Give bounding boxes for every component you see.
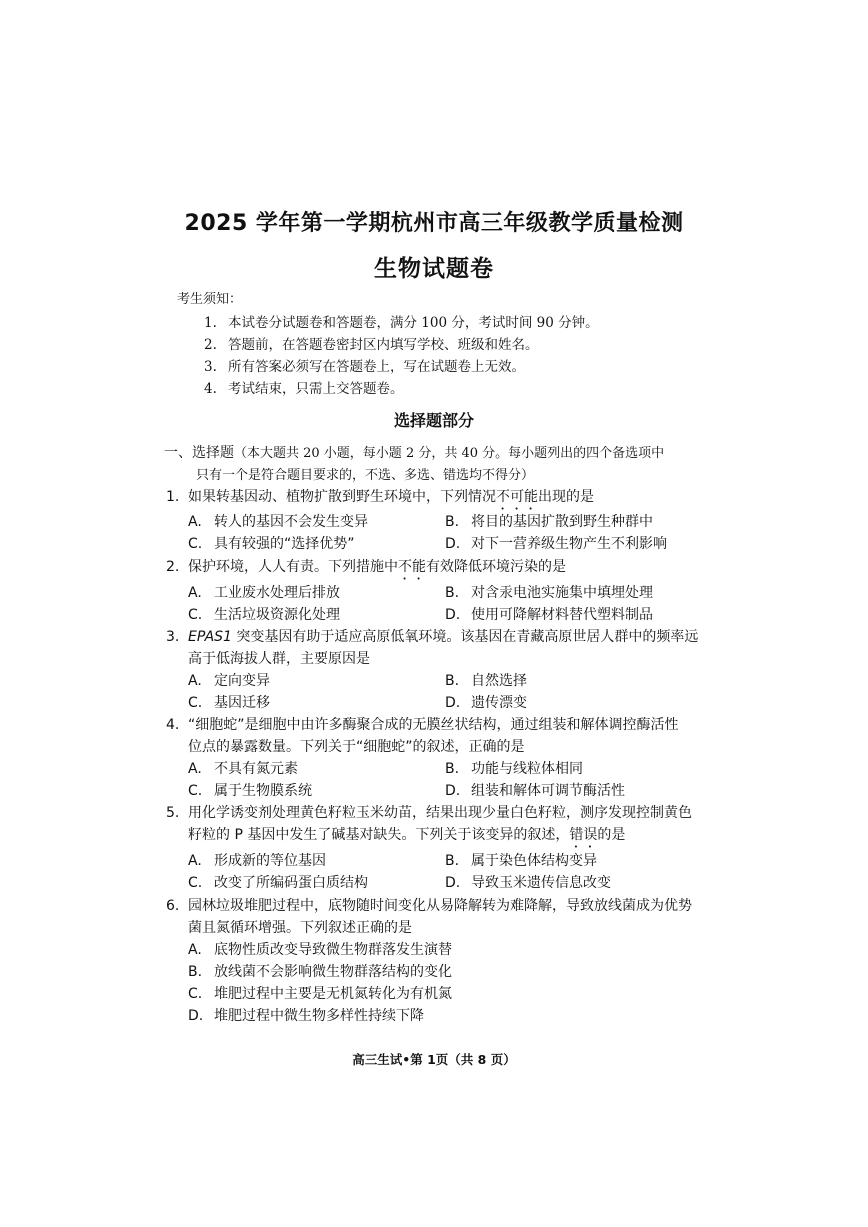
question-1-option-a [188,511,368,531]
option-text: 转人的基因不会发生变异 [214,514,368,530]
option-label: A. [188,942,202,958]
question-2-option-d [445,604,653,624]
option-text: 放线菌不会影响微生物群落结构的变化 [214,964,452,980]
question-3-option-d [445,692,527,712]
option-label: C. [188,783,203,799]
option-text: 自然选择 [471,673,527,689]
option-label: D. [445,875,461,891]
question-5-option-c [188,872,368,892]
option-text: 底物性质改变导致微生物群落发生演替 [214,942,452,958]
question-2-option-b [445,582,653,602]
option-label: B. [188,964,203,980]
question-5-stem-line2 [188,824,625,851]
option-text: 对含汞电池实施集中填埋处理 [471,585,653,601]
option-text: 组装和解体可调节酶活性 [471,783,625,799]
question-number: 4. [166,717,180,733]
notice-number: 3. [204,359,217,375]
option-label: A. [188,585,202,601]
question-2-stem [166,556,566,583]
question-text: 用化学诱变剂处理黄色籽粒玉米幼苗，结果出现少量白色籽粒，测序发现控制黄色 [188,805,692,821]
option-text: 使用可降解材料替代塑料制品 [471,607,653,623]
option-text: 基因迁移 [214,695,270,711]
option-label: C. [188,536,203,552]
option-label: C. [188,875,203,891]
question-text: 园林垃圾堆肥过程中，底物随时间变化从易降解转为难降解，导致放线菌成为优势 [188,898,692,914]
question-number: 2. [166,559,180,575]
option-text: 堆肥过程中微生物多样性持续下降 [214,1008,424,1024]
emphasis-text: 不可能 [496,489,538,505]
question-6-option-a [188,939,452,959]
question-6-stem-line2: 菌且氮循环增强。下列叙述正确的是 [188,920,412,936]
option-label: C. [188,695,203,711]
option-text: 生活垃圾资源化处理 [214,607,340,623]
option-text: 功能与线粒体相同 [471,761,583,777]
option-label: B. [445,761,460,777]
question-3-stem-line2: 高于低海拔人群，主要原因是 [188,651,370,667]
option-label: D. [445,695,461,711]
option-label: A. [188,761,202,777]
notice-text: 答题前，在答题卷密封区内填写学校、班级和姓名。 [228,337,539,353]
question-number: 6. [166,898,180,914]
exam-title: 2025 学年第一学期杭州市高三年级教学质量检测 [184,211,684,236]
notice-text: 本试卷分试题卷和答题卷，满分 100 分，考试时间 90 分钟。 [228,315,599,331]
question-1-option-b [445,511,653,531]
question-text: 出现的是 [538,489,594,505]
section-instructions-line2 [196,464,534,483]
question-6-option-b [188,961,452,981]
option-label: D. [445,783,461,799]
option-text: 定向变异 [214,673,270,689]
option-label: B. [445,585,460,601]
option-label: C. [188,607,203,623]
question-number: 3. [166,629,180,645]
question-5-option-b [445,850,597,870]
section-rules: （本大题共 20 小题，每小题 2 分，共 40 分。每小题列出的四个备选项中 [234,446,665,461]
question-5-option-a [188,850,326,870]
section-instructions-line1 [164,442,664,462]
question-text: 的是 [597,827,626,843]
exam-subtitle: 生物试题卷 [374,256,494,282]
question-2-option-a [188,582,340,602]
question-3-stem-line1 [166,626,698,646]
question-1-option-d [445,533,667,553]
question-4-option-c [188,780,312,800]
option-label: B. [445,673,460,689]
question-6-option-d [188,1005,424,1025]
notice-item-4 [204,377,404,397]
option-text: 改变了所编码蛋白质结构 [214,875,368,891]
question-1-option-c [188,533,355,553]
section-title: 选择题部分 [393,411,474,430]
gene-name: EPAS1 [188,629,232,645]
option-label: B. [445,514,460,530]
question-text: 有效降低环境污染的是 [426,559,566,575]
question-4-stem-line1 [166,714,679,734]
option-text: 导致玉米遗传信息改变 [471,875,611,891]
notice-item-2 [204,333,539,353]
emphasis-text: 错误 [569,827,598,843]
question-text: 籽粒的 P 基因中发生了碱基对缺失。下列关于该变异的叙述， [188,827,570,843]
question-5-stem-line1 [166,802,692,822]
question-1-stem [166,486,594,513]
option-text: 形成新的等位基因 [214,853,326,869]
option-label: A. [188,514,202,530]
emphasis-text: 不能 [398,559,426,575]
notice-number: 4. [204,381,217,397]
option-text: 属于染色体结构变异 [471,853,597,869]
option-label: D. [188,1008,204,1024]
question-6-stem-line1 [166,895,692,915]
question-3-option-c [188,692,270,712]
option-text: 遗传漂变 [471,695,527,711]
question-text: “细胞蛇”是细胞中由许多酶聚合成的无膜丝状结构，通过组装和解体调控酶活性 [188,717,679,733]
question-4-option-d [445,780,625,800]
question-number: 1. [166,489,180,505]
question-text: 保护环境，人人有责。下列措施中 [188,559,398,575]
question-5-option-d [445,872,611,892]
option-label: B. [445,853,460,869]
option-text: 对下一营养级生物产生不利影响 [471,536,667,552]
page-footer: 高三生试•第 1页（共 8 页） [352,1052,516,1067]
question-text: 突变基因有助于适应高原低氧环境。该基因在青藏高原世居人群中的频率远 [231,629,699,645]
option-text: 具有较强的“选择优势” [214,536,355,552]
question-number: 5. [166,805,180,821]
question-4-stem-line2: 位点的暴露数量。下列关于“细胞蛇”的叙述，正确的是 [188,739,525,755]
notice-number: 1. [204,315,217,331]
question-6-option-c [188,983,452,1003]
option-label: D. [445,607,461,623]
notice-item-3 [204,355,525,375]
question-text: 如果转基因动、植物扩散到野生环境中，下列情况 [188,489,496,505]
option-text: 工业废水处理后排放 [214,585,340,601]
question-2-option-c [188,604,340,624]
question-4-option-b [445,758,583,778]
section-rules: 只有一个是符合题目要求的，不选、多选、错选均不得分） [196,468,535,483]
notice-number: 2. [204,337,217,353]
option-text: 不具有氮元素 [214,761,298,777]
option-text: 堆肥过程中主要是无机氮转化为有机氮 [214,986,452,1002]
option-text: 属于生物膜系统 [214,783,312,799]
notice-heading: 考生须知： [177,292,243,307]
option-label: A. [188,853,202,869]
option-label: A. [188,673,202,689]
section-label: 一、选择题 [164,445,234,461]
option-label: D. [445,536,461,552]
question-3-option-b [445,670,527,690]
question-3-option-a [188,670,270,690]
notice-text: 考试结束，只需上交答题卷。 [228,381,404,397]
notice-text: 所有答案必须写在答题卷上，写在试题卷上无效。 [228,359,525,375]
question-4-option-a [188,758,298,778]
option-text: 将目的基因扩散到野生种群中 [471,514,653,530]
option-label: C. [188,986,203,1002]
notice-item-1 [204,311,599,331]
